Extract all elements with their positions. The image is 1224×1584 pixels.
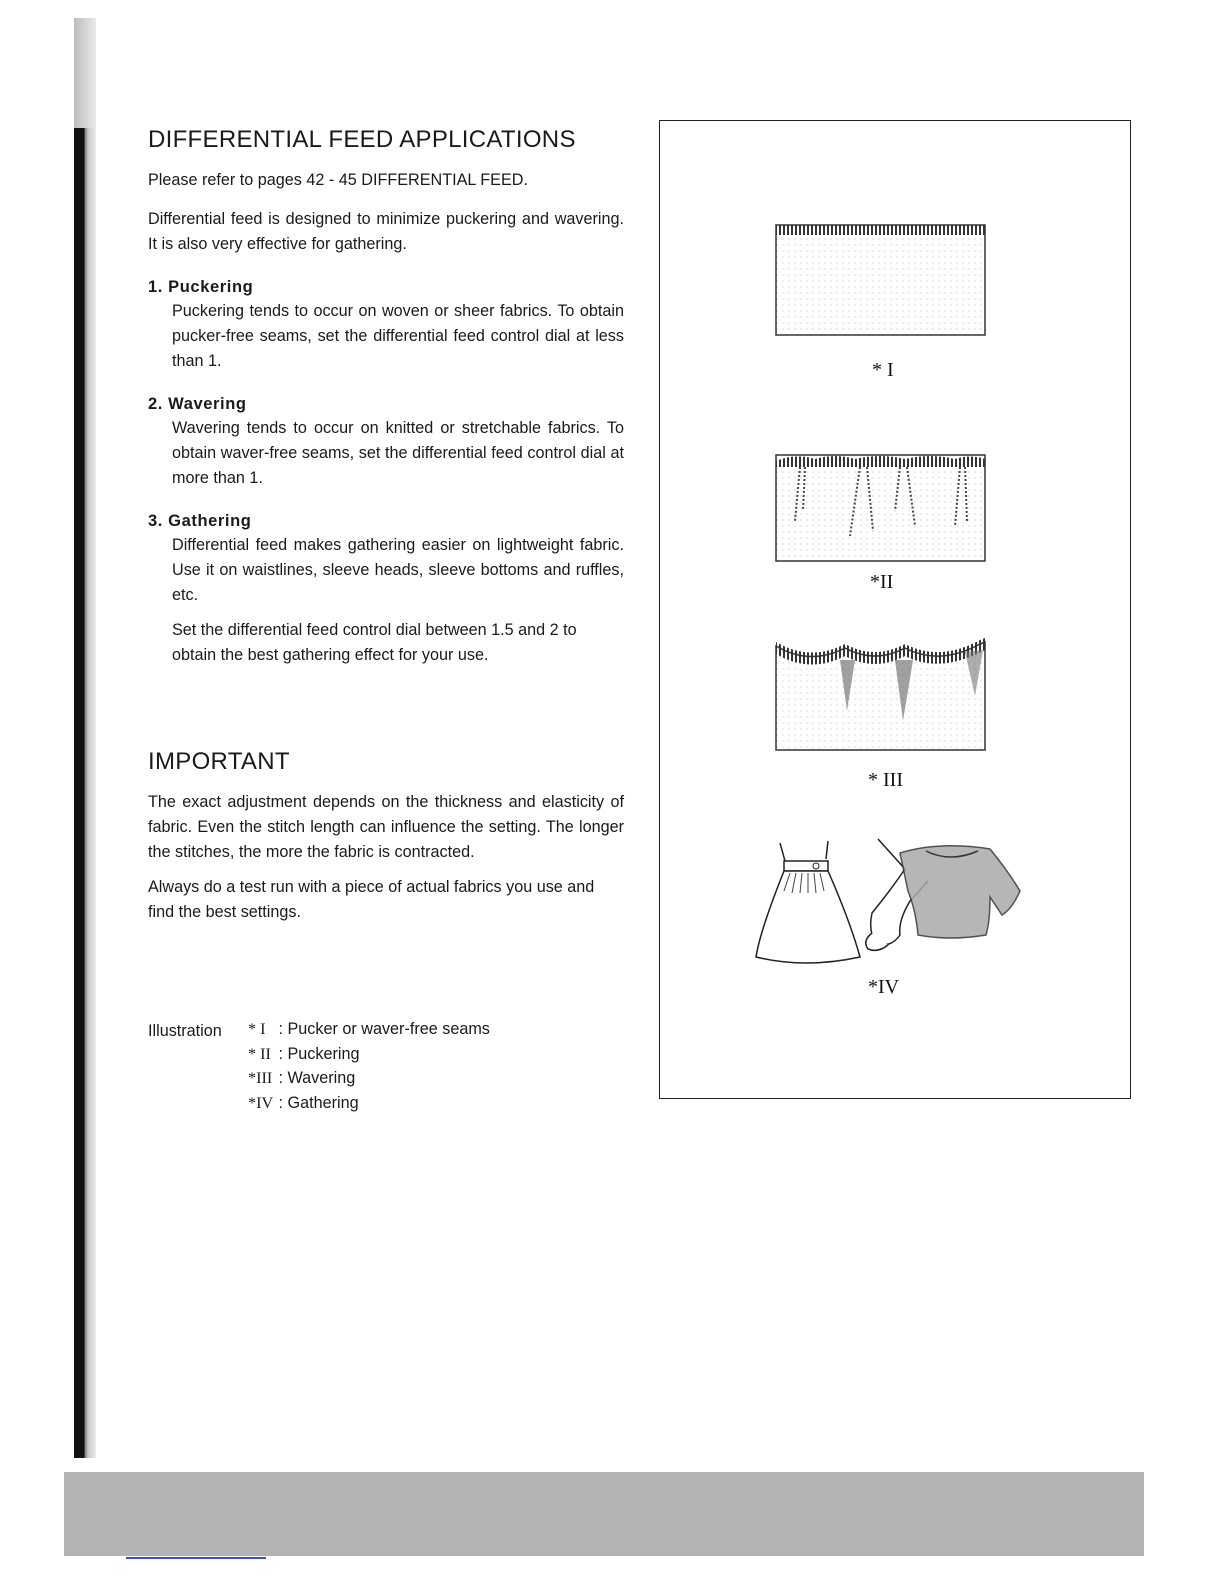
figure-caption-3: * III	[868, 769, 903, 791]
item-heading: 1. Puckering	[148, 278, 254, 296]
item-body: Wavering tends to occur on knitted or stretchable fabrics. To obtain waver-free seams, set the differential feed control dial at more than 1.	[172, 419, 624, 487]
illustration-panel	[659, 120, 1131, 1099]
figure-caption-1: * I	[872, 359, 894, 381]
item-body: Puckering tends to occur on woven or sheer fabrics. To obtain pucker-free seams, set the differential feed control dial at less than 1.	[172, 302, 624, 370]
fabric-puckering-illustration	[775, 451, 987, 563]
section-title: DIFFERENTIAL FEED APPLICATIONS	[148, 126, 576, 153]
text-column	[148, 118, 624, 925]
important-paragraph-1: The exact adjustment depends on the thickness and elasticity of fabric. Even the stitch length can influence the setting. The longer the stitches, the more the fabric is contracted.	[148, 793, 624, 861]
legend-text: : Gathering	[278, 1093, 359, 1112]
legend-text: : Puckering	[278, 1044, 360, 1063]
item-puckering	[148, 275, 624, 374]
page-binding-edge	[74, 18, 96, 1458]
gathering-garments-illustration	[750, 831, 1040, 971]
legend-marker: * II	[248, 1044, 271, 1063]
page-footer-band	[64, 1472, 1144, 1556]
figure-caption-4: *IV	[868, 976, 900, 998]
legend-entry	[248, 1091, 648, 1116]
item-heading: 2. Wavering	[148, 395, 247, 413]
legend-text: : Pucker or waver-free seams	[278, 1020, 490, 1038]
fabric-flat-seam-illustration	[775, 224, 987, 338]
legend-text: : Wavering	[278, 1069, 356, 1087]
item-heading: 3. Gathering	[148, 512, 252, 530]
legend-label: Illustration	[148, 1022, 222, 1040]
page-binding-highlight	[74, 18, 96, 128]
fabric-wavering-illustration	[775, 636, 987, 752]
footer-accent-line	[126, 1557, 266, 1559]
intro-paragraph: Differential feed is designed to minimize puckering and wavering. It is also very effective for gathering.	[148, 210, 624, 253]
item-body: Differential feed makes gathering easier on lightweight fabric. Use it on waistlines, sleeve heads, sleeve bottoms and ruffles, etc.	[172, 536, 624, 604]
legend-entry	[248, 1042, 648, 1067]
important-paragraph-2: Always do a test run with a piece of actual fabrics you use and find the best settings.	[148, 878, 595, 921]
legend-entry	[248, 1017, 648, 1042]
figure-caption-2: *II	[870, 571, 894, 593]
reference-note: Please refer to pages 42 - 45 DIFFERENTIAL FEED.	[148, 171, 528, 189]
important-title: IMPORTANT	[148, 748, 290, 775]
legend-list	[248, 1017, 648, 1115]
item-gathering	[148, 509, 624, 668]
legend-marker: * I	[248, 1020, 266, 1038]
item-wavering	[148, 392, 624, 491]
legend-marker: *IV	[248, 1093, 274, 1112]
legend-entry	[248, 1066, 648, 1091]
legend-marker: *III	[248, 1069, 273, 1087]
item-body-secondary: Set the differential feed control dial between 1.5 and 2 to obtain the best gathering effect for your use.	[172, 621, 577, 664]
